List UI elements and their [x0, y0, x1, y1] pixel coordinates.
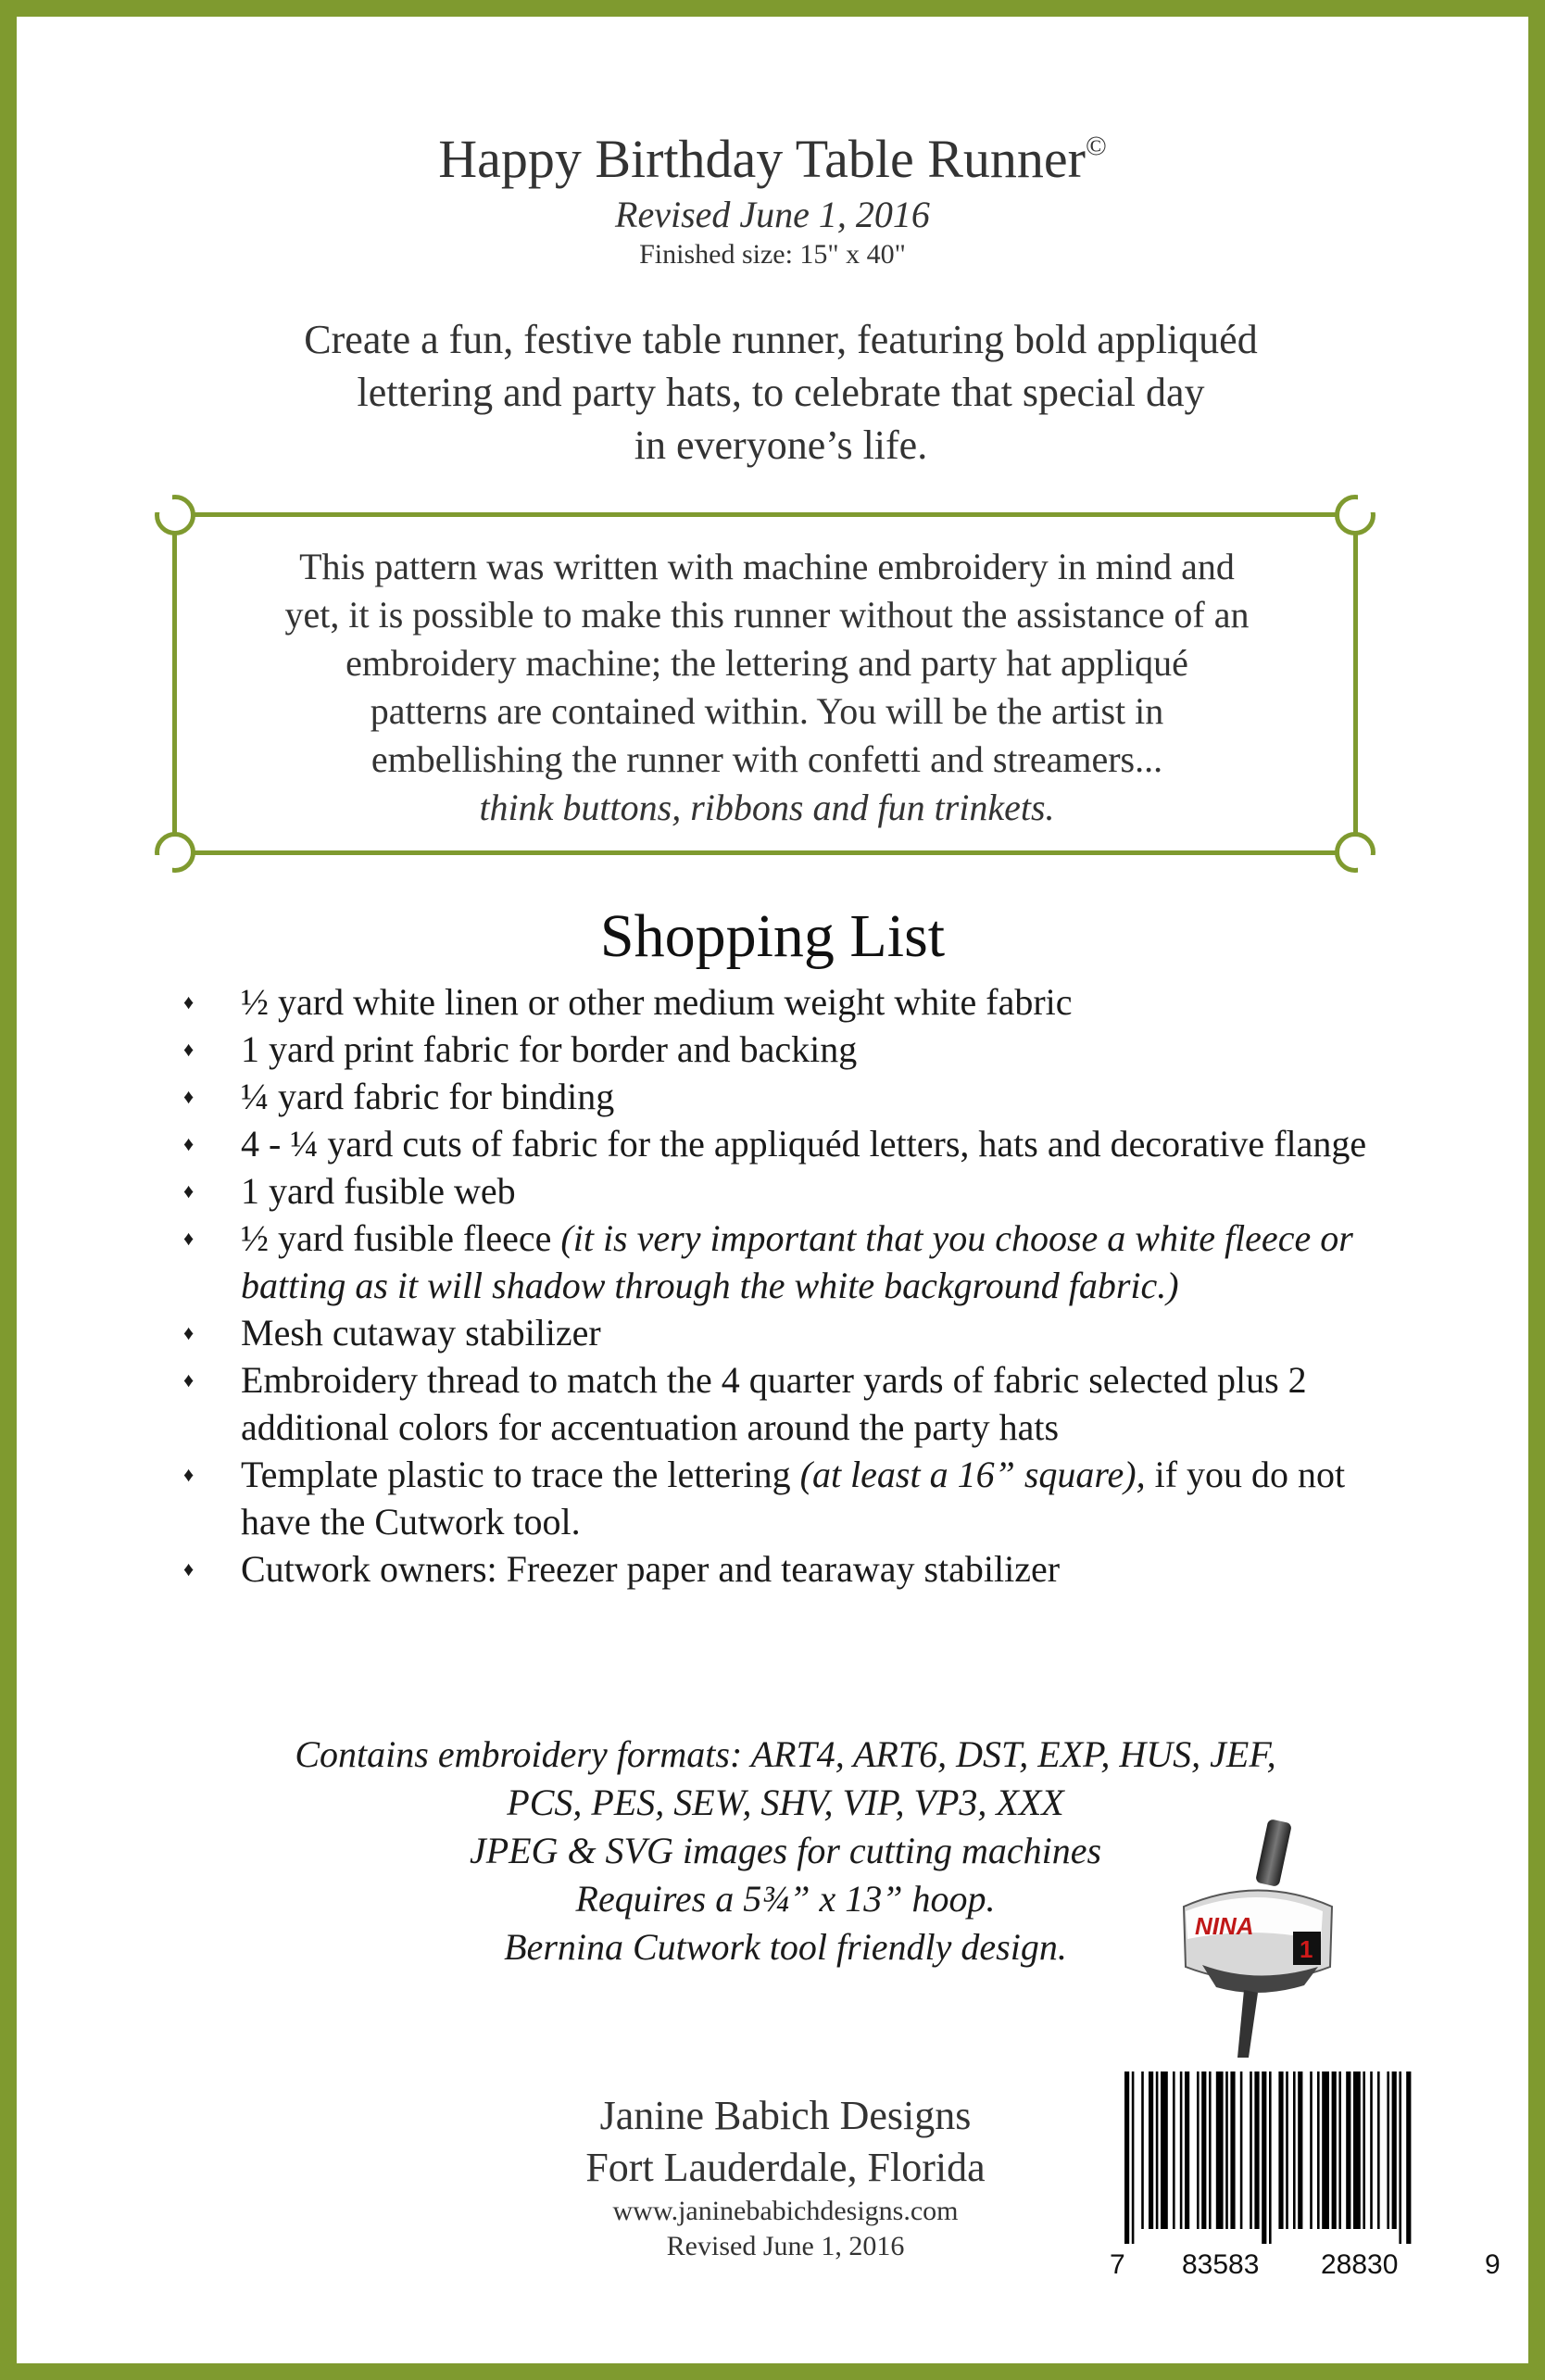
barcode-bar	[1317, 2071, 1320, 2229]
barcode-bar	[1269, 2071, 1272, 2244]
barcode-bar	[1185, 2071, 1189, 2229]
list-item: ♦ Mesh cutaway stabilizer	[183, 1309, 1388, 1356]
intro-paragraph	[183, 313, 1378, 472]
barcode-bar	[1216, 2071, 1224, 2229]
diamond-bullet-icon: ♦	[183, 1038, 195, 1061]
formats-line: Contains embroidery formats: ART4, ART6, DST, EXP, HUS, JEF,	[295, 1733, 1276, 1775]
company-website: www.janinebabichdesigns.com	[612, 2196, 959, 2226]
barcode-bar	[1346, 2071, 1350, 2229]
barcode-bar	[1310, 2071, 1313, 2229]
list-item: ♦ ½ yard fusible fleece (it is very important that you choose a white fleece or batting as it will shadow through the white background fabric.)	[183, 1215, 1388, 1309]
diamond-bullet-icon: ♦	[183, 1368, 195, 1391]
barcode-bar	[1370, 2071, 1373, 2229]
note-box-text	[202, 543, 1332, 832]
barcode-group-2: 28830	[1321, 2249, 1399, 2280]
company-revised: Revised June 1, 2016	[666, 2231, 905, 2261]
barcode-digit-right: 9	[1485, 2249, 1501, 2280]
list-item: ♦ 1 yard print fabric for border and backing	[183, 1026, 1388, 1073]
note-line-italic: think buttons, ribbons and fun trinkets.	[479, 787, 1055, 828]
barcode	[1110, 2071, 1517, 2290]
list-item: ♦ Template plastic to trace the lettering (at least a 16” square), if you do not have the Cutwork tool.	[183, 1451, 1388, 1545]
list-item: ♦ 4 - ¼ yard cuts of fabric for the appliquéd letters, hats and decorative flange	[183, 1120, 1388, 1167]
diamond-bullet-icon: ♦	[183, 1085, 195, 1108]
tool-number: 1	[1300, 1935, 1313, 1963]
barcode-bar	[1286, 2071, 1288, 2229]
barcode-bar	[1197, 2071, 1200, 2229]
shopping-list	[183, 978, 1388, 1593]
shopping-list-title: Shopping List	[599, 902, 946, 970]
barcode-bars	[1121, 2071, 1510, 2244]
barcode-bar	[1240, 2071, 1243, 2229]
barcode-bar	[1353, 2071, 1361, 2229]
diamond-bullet-icon: ♦	[183, 990, 195, 1014]
barcode-bar	[1377, 2071, 1380, 2229]
barcode-bar	[1262, 2071, 1266, 2244]
formats-line: PCS, PES, SEW, SHV, VIP, VP3, XXX	[507, 1782, 1064, 1823]
barcode-bar	[1230, 2071, 1235, 2229]
diamond-bullet-icon: ♦	[183, 1463, 195, 1486]
barcode-group-1: 83583	[1182, 2249, 1260, 2280]
barcode-bar	[1201, 2071, 1206, 2229]
formats-line: Requires a 5¾” x 13” hoop.	[575, 1878, 996, 1920]
barcode-bar	[1180, 2071, 1183, 2229]
barcode-bar	[1250, 2071, 1252, 2229]
barcode-bar	[1387, 2071, 1389, 2229]
intro-line: lettering and party hats, to celebrate that special day	[357, 370, 1205, 415]
diamond-bullet-icon: ♦	[183, 1227, 195, 1250]
revised-date: Revised June 1, 2016	[615, 194, 930, 235]
barcode-digit-left: 7	[1110, 2249, 1125, 2280]
barcode-bar	[1338, 2071, 1341, 2229]
formats-line: JPEG & SVG images for cutting machines	[469, 1830, 1102, 1871]
copyright-symbol: ©	[1085, 131, 1107, 161]
note-line: This pattern was written with machine embroidery in mind and	[299, 546, 1235, 587]
barcode-bar	[1141, 2071, 1144, 2229]
page-title	[17, 128, 1528, 190]
list-item: ♦ Embroidery thread to match the 4 quarter yards of fabric selected plus 2 additional colors for accentuation around the party hats	[183, 1356, 1388, 1451]
barcode-bar	[1149, 2071, 1153, 2229]
note-line: embellishing the runner with confetti and streamers...	[371, 738, 1163, 780]
barcode-bar	[1278, 2071, 1283, 2229]
diamond-bullet-icon: ♦	[183, 1321, 195, 1344]
barcode-bar	[1132, 2071, 1135, 2244]
list-item: ♦ ¼ yard fabric for binding	[183, 1073, 1388, 1120]
item-note: (at least a 16” square),	[799, 1454, 1146, 1495]
diamond-bullet-icon: ♦	[183, 1179, 195, 1203]
formats-line: Bernina Cutwork tool friendly design.	[504, 1926, 1067, 1968]
diamond-bullet-icon: ♦	[183, 1132, 195, 1155]
tool-label: NINA	[1195, 1912, 1254, 1940]
barcode-bar	[1254, 2071, 1259, 2229]
barcode-bar	[1293, 2071, 1296, 2229]
barcode-bar	[1332, 2071, 1337, 2229]
barcode-bar	[1399, 2071, 1401, 2244]
barcode-bar	[1161, 2071, 1168, 2229]
company-info	[517, 2090, 1054, 2264]
barcode-bar	[1406, 2071, 1411, 2244]
barcode-bar	[1392, 2071, 1397, 2229]
title-text: Happy Birthday Table Runner	[438, 129, 1086, 189]
intro-line: Create a fun, festive table runner, featuring bold appliquéd	[304, 317, 1258, 362]
list-item: ♦ ½ yard white linen or other medium weight white fabric	[183, 978, 1388, 1026]
note-line: embroidery machine; the lettering and party hat appliqué	[345, 642, 1188, 684]
cutwork-tool-icon	[1165, 1819, 1350, 2059]
company-location: Fort Lauderdale, Florida	[585, 2145, 986, 2190]
barcode-bar	[1225, 2071, 1228, 2229]
barcode-bar	[1322, 2071, 1329, 2229]
barcode-bar	[1156, 2071, 1159, 2229]
note-line: yet, it is possible to make this runner without the assistance of an	[284, 594, 1250, 636]
finished-size: Finished size: 15" x 40"	[639, 239, 906, 270]
list-item: ♦ 1 yard fusible web	[183, 1167, 1388, 1215]
company-name: Janine Babich Designs	[599, 2093, 972, 2138]
note-line: patterns are contained within. You will be the artist in	[370, 690, 1164, 732]
barcode-bar	[1124, 2071, 1129, 2244]
diamond-bullet-icon: ♦	[183, 1557, 195, 1580]
barcode-bar	[1173, 2071, 1175, 2229]
barcode-bar	[1209, 2071, 1212, 2229]
barcode-bar	[1363, 2071, 1365, 2229]
intro-line: in everyone’s life.	[634, 422, 928, 468]
list-item: ♦ Cutwork owners: Freezer paper and tearaway stabilizer	[183, 1545, 1388, 1593]
item-note: (it is very important that you choose a white fleece or batting as it will shadow through the white background fabric.)	[241, 1217, 1353, 1306]
barcode-bar	[1298, 2071, 1302, 2229]
